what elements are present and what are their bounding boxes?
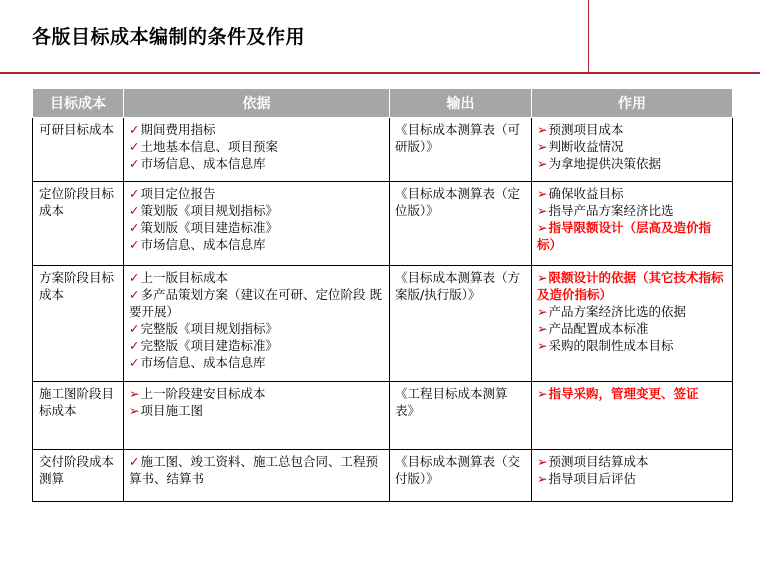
effect-item-text: 确保收益目标 [548, 186, 624, 201]
effect-item-text: 产品配置成本标准 [548, 321, 649, 336]
arrow-bullet-icon: ➢ [537, 186, 548, 201]
cell-basis [124, 118, 390, 182]
basis-item-text: 上一版目标成本 [140, 270, 228, 285]
effect-item [537, 121, 727, 138]
table-row [33, 118, 733, 182]
arrow-bullet-icon: ➢ [537, 454, 548, 469]
table-row [33, 266, 733, 382]
cell-basis [124, 450, 390, 502]
accent-horizontal-line [0, 72, 760, 74]
target-cost-table [32, 88, 733, 502]
effect-item [537, 470, 727, 487]
arrow-bullet-icon: ➢ [537, 338, 548, 353]
basis-item [129, 236, 384, 253]
header-target-cost: 目标成本 [33, 89, 124, 118]
basis-item-text: 上一阶段建安目标成本 [140, 386, 266, 401]
effect-item-text: 为拿地提供决策依据 [548, 156, 661, 171]
effect-item-text: 限额设计的依据（其它技术指标及造价指标） [537, 270, 724, 302]
checkmark-icon: ✓ [129, 139, 140, 154]
effect-item [537, 138, 727, 155]
basis-item-text: 土地基本信息、项目预案 [140, 139, 278, 154]
basis-item-text: 期间费用指标 [140, 122, 216, 137]
table-row [33, 182, 733, 266]
arrow-bullet-icon: ➢ [129, 386, 140, 401]
checkmark-icon: ✓ [129, 220, 140, 235]
title-bar [0, 0, 760, 78]
basis-item [129, 138, 384, 155]
effect-item-text: 判断收益情况 [548, 139, 624, 154]
basis-item-text: 完整版《项目规划指标》 [140, 321, 278, 336]
effect-item [537, 337, 727, 354]
checkmark-icon: ✓ [129, 338, 140, 353]
arrow-bullet-icon: ➢ [537, 220, 548, 235]
basis-item-text: 策划版《项目建造标准》 [140, 220, 278, 235]
checkmark-icon: ✓ [129, 237, 140, 252]
basis-item [129, 320, 384, 337]
cell-output: 《工程目标成本测算表》 [390, 382, 532, 450]
effect-item-text: 预测项目成本 [548, 122, 624, 137]
checkmark-icon: ✓ [129, 203, 140, 218]
effect-item-text: 预测项目结算成本 [548, 454, 649, 469]
arrow-bullet-icon: ➢ [537, 386, 548, 401]
cell-output: 《目标成本测算表（可研版）》 [390, 118, 532, 182]
cell-target-cost: 交付阶段成本测算 [33, 450, 124, 502]
effect-item [537, 202, 727, 219]
checkmark-icon: ✓ [129, 186, 140, 201]
basis-item-text: 项目施工图 [140, 403, 203, 418]
page-title: 各版目标成本编制的条件及作用 [32, 26, 306, 48]
arrow-bullet-icon: ➢ [537, 270, 548, 285]
basis-item [129, 121, 384, 138]
effect-item-text: 指导产品方案经济比选 [548, 203, 674, 218]
checkmark-icon: ✓ [129, 321, 140, 336]
effect-item-text: 指导项目后评估 [548, 471, 636, 486]
effect-item-text: 指导限额设计（层高及造价指标） [537, 220, 711, 252]
effect-item-text: 指导采购，管理变更、签证 [548, 386, 699, 401]
cell-effect [532, 266, 733, 382]
arrow-bullet-icon: ➢ [537, 304, 548, 319]
table-header-row [33, 89, 733, 118]
effect-item [537, 185, 727, 202]
basis-item-text: 市场信息、成本信息库 [140, 355, 266, 370]
cell-target-cost: 可研目标成本 [33, 118, 124, 182]
header-effect: 作用 [532, 89, 733, 118]
arrow-bullet-icon: ➢ [537, 321, 548, 336]
basis-item-text: 市场信息、成本信息库 [140, 156, 266, 171]
checkmark-icon: ✓ [129, 270, 140, 285]
effect-item [537, 453, 727, 470]
basis-item [129, 385, 384, 402]
basis-item [129, 453, 384, 487]
basis-item [129, 286, 384, 320]
basis-item [129, 185, 384, 202]
header-basis: 依据 [124, 89, 390, 118]
effect-item [537, 219, 727, 253]
basis-item-text: 施工图、竣工资料、施工总包合同、工程预算书、结算书 [129, 454, 378, 486]
cell-output: 《目标成本测算表（交付版）》 [390, 450, 532, 502]
cell-output: 《目标成本测算表（定位版）》 [390, 182, 532, 266]
basis-item-text: 完整版《项目建造标准》 [140, 338, 278, 353]
effect-item [537, 303, 727, 320]
checkmark-icon: ✓ [129, 287, 140, 302]
table-row [33, 382, 733, 450]
cell-effect [532, 118, 733, 182]
cell-target-cost: 方案阶段目标成本 [33, 266, 124, 382]
effect-item-text: 采购的限制性成本目标 [548, 338, 674, 353]
effect-item [537, 269, 727, 303]
arrow-bullet-icon: ➢ [129, 403, 140, 418]
basis-item [129, 155, 384, 172]
basis-item-text: 多产品策划方案（建议在可研、定位阶段 既要开展） [129, 287, 382, 319]
arrow-bullet-icon: ➢ [537, 139, 548, 154]
basis-item [129, 202, 384, 219]
effect-item [537, 320, 727, 337]
cell-effect [532, 182, 733, 266]
basis-item [129, 219, 384, 236]
basis-item-text: 策划版《项目规划指标》 [140, 203, 278, 218]
arrow-bullet-icon: ➢ [537, 203, 548, 218]
basis-item [129, 269, 384, 286]
checkmark-icon: ✓ [129, 355, 140, 370]
basis-item [129, 354, 384, 371]
checkmark-icon: ✓ [129, 454, 140, 469]
arrow-bullet-icon: ➢ [537, 471, 548, 486]
cell-output: 《目标成本测算表（方案版/执行版）》 [390, 266, 532, 382]
checkmark-icon: ✓ [129, 122, 140, 137]
basis-item-text: 项目定位报告 [140, 186, 216, 201]
arrow-bullet-icon: ➢ [537, 122, 548, 137]
effect-item [537, 385, 727, 402]
cell-target-cost: 定位阶段目标成本 [33, 182, 124, 266]
cell-basis [124, 382, 390, 450]
cell-target-cost: 施工图阶段目标成本 [33, 382, 124, 450]
basis-item [129, 337, 384, 354]
basis-item-text: 市场信息、成本信息库 [140, 237, 266, 252]
accent-vertical-line [588, 0, 589, 72]
basis-item [129, 402, 384, 419]
effect-item [537, 155, 727, 172]
cell-effect [532, 450, 733, 502]
cell-effect [532, 382, 733, 450]
checkmark-icon: ✓ [129, 156, 140, 171]
cell-basis [124, 266, 390, 382]
effect-item-text: 产品方案经济比选的依据 [548, 304, 686, 319]
cell-basis [124, 182, 390, 266]
arrow-bullet-icon: ➢ [537, 156, 548, 171]
header-output: 输出 [390, 89, 532, 118]
table-row [33, 450, 733, 502]
